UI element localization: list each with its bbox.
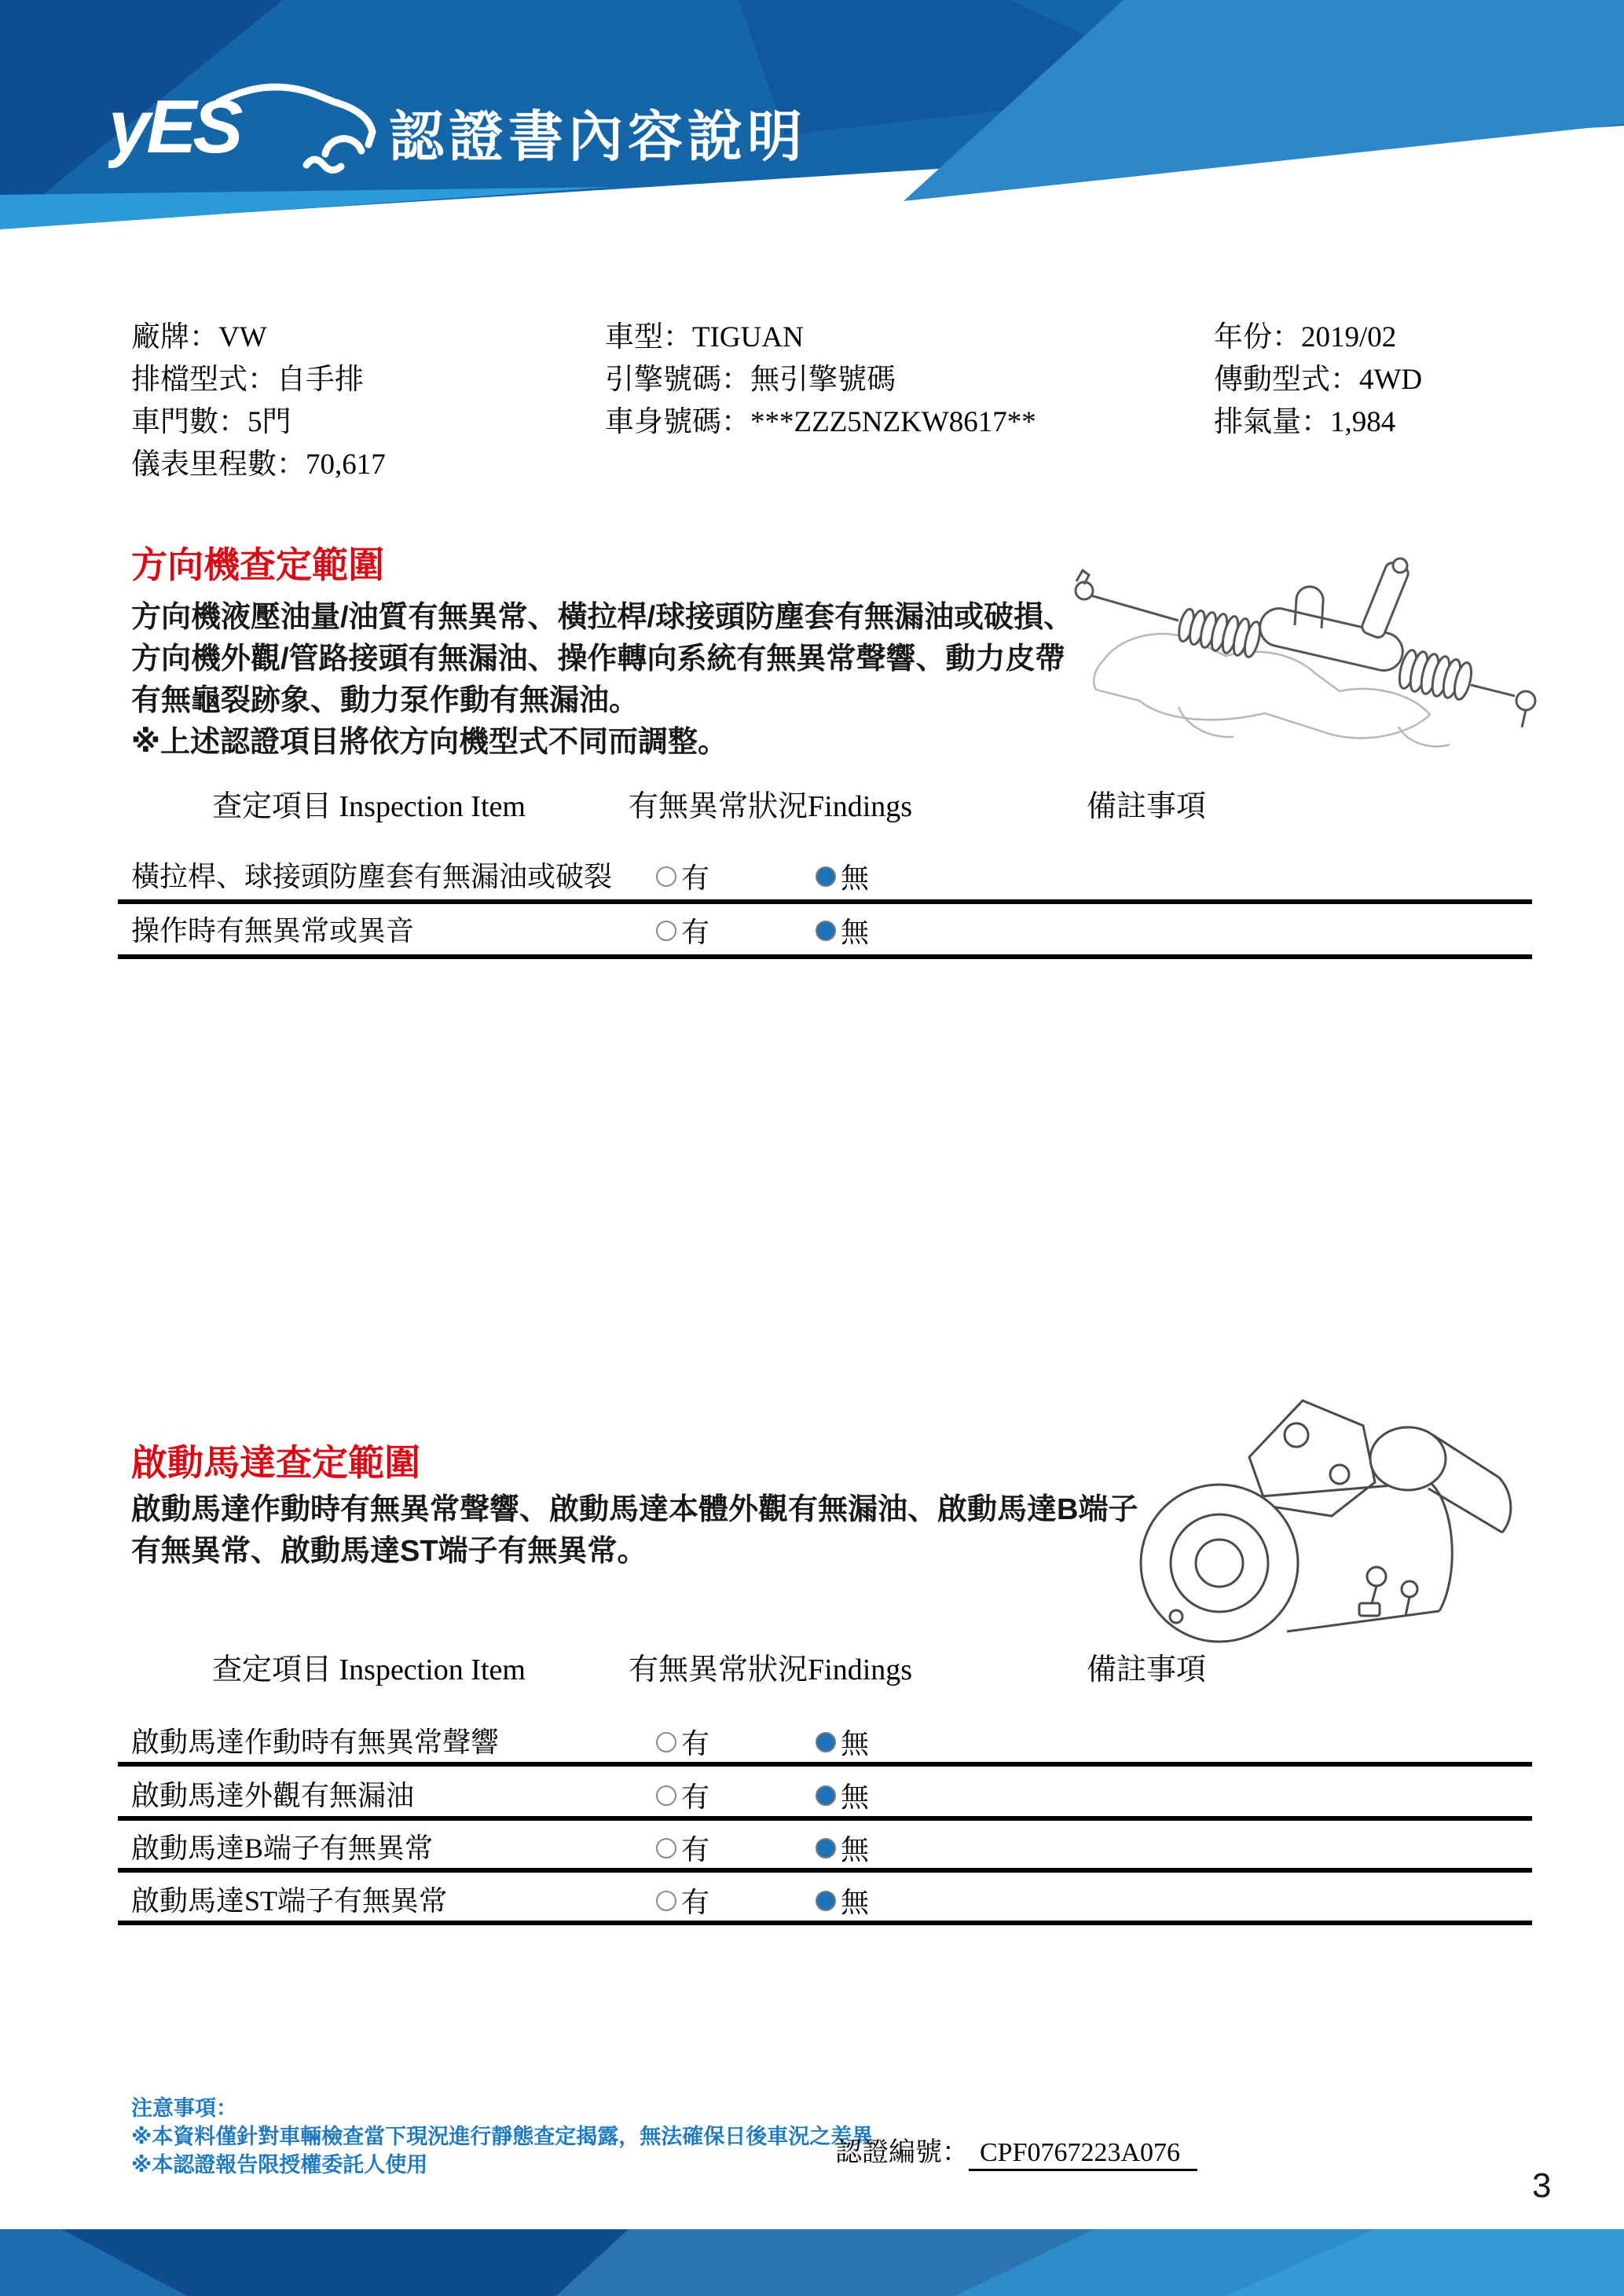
desc-line: 啟動馬達作動時有無異常聲響、啟動馬達本體外觀有無漏油、啟動馬達B端子 bbox=[131, 1493, 1138, 1526]
table-divider bbox=[118, 1762, 1532, 1767]
desc-line: 有無異常、啟動馬達ST端子有無異常。 bbox=[131, 1535, 647, 1568]
info-engine-no: 引擎號碼：無引擎號碼 bbox=[605, 364, 896, 396]
page-title: 認證書內容說明 bbox=[389, 106, 807, 167]
no-label: 無 bbox=[841, 917, 870, 948]
table-row bbox=[0, 1826, 1624, 1866]
finding-no-option[interactable] bbox=[816, 910, 869, 950]
car-outline-icon bbox=[218, 87, 372, 170]
info-doors: 車門數：5門 bbox=[131, 406, 291, 438]
right-bellows bbox=[1396, 649, 1474, 701]
info-brand: 廠牌：VW bbox=[131, 321, 267, 353]
no-label: 無 bbox=[841, 1887, 870, 1918]
finding-no-option[interactable] bbox=[816, 1775, 869, 1815]
yes-label: 有 bbox=[681, 862, 710, 894]
yes-logo bbox=[108, 72, 383, 174]
info-mileage: 儀表里程數：70,617 bbox=[131, 449, 386, 481]
desc-line: 有無龜裂跡象、動力泵作動有無漏油。 bbox=[131, 684, 640, 717]
finding-yes-option[interactable] bbox=[656, 1828, 709, 1868]
radio-unchecked-icon[interactable] bbox=[656, 1785, 676, 1806]
certification-number-label: 認證編號： bbox=[835, 2138, 969, 2167]
certification-number-value: CPF0767223A076 bbox=[969, 2138, 1197, 2171]
col-header-findings: 有無異常狀況Findings bbox=[629, 790, 913, 823]
table-divider bbox=[118, 954, 1532, 959]
footer-band bbox=[0, 2229, 1624, 2296]
radio-checked-icon[interactable] bbox=[816, 1785, 836, 1806]
radio-checked-icon[interactable] bbox=[816, 1891, 836, 1911]
yes-label: 有 bbox=[681, 1782, 710, 1813]
radio-unchecked-icon[interactable] bbox=[656, 1891, 676, 1911]
table-divider bbox=[118, 1816, 1532, 1821]
yes-label: 有 bbox=[681, 917, 710, 948]
table-row bbox=[0, 1774, 1624, 1813]
desc-note: ※上述認證項目將依方向機型式不同而調整。 bbox=[131, 726, 728, 759]
table-row bbox=[0, 1879, 1624, 1918]
info-year: 年份：2019/02 bbox=[1214, 321, 1397, 353]
notice-title: 注意事項： bbox=[131, 2096, 237, 2120]
finding-no-option[interactable] bbox=[816, 1828, 869, 1868]
no-label: 無 bbox=[841, 1782, 870, 1813]
inspection-item-label: 啟動馬達B端子有無異常 bbox=[131, 1833, 434, 1864]
section-title-starter: 啟動馬達查定範圍 bbox=[131, 1442, 420, 1483]
table-divider bbox=[118, 1868, 1532, 1873]
col-header-item: 查定項目 Inspection Item bbox=[212, 790, 526, 823]
finding-no-option[interactable] bbox=[816, 1880, 869, 1921]
finding-yes-option[interactable] bbox=[656, 1880, 709, 1921]
info-model: 車型：TIGUAN bbox=[605, 321, 804, 353]
notice-line: ※本資料僅針對車輛檢查當下現況進行靜態查定揭露，無法確保日後車況之差異 bbox=[131, 2125, 874, 2148]
info-drivetrain: 傳動型式：4WD bbox=[1214, 364, 1423, 396]
finding-yes-option[interactable] bbox=[656, 1722, 709, 1762]
inspection-item-label: 啟動馬達ST端子有無異常 bbox=[131, 1885, 448, 1917]
finding-yes-option[interactable] bbox=[656, 1775, 709, 1815]
no-label: 無 bbox=[841, 1728, 870, 1760]
table-row bbox=[0, 909, 1624, 948]
no-label: 無 bbox=[841, 862, 870, 894]
steering-rack-illustration bbox=[1061, 550, 1579, 762]
certification-number-line bbox=[835, 2130, 1197, 2169]
info-displacement: 排氣量：1,984 bbox=[1214, 406, 1396, 438]
radio-unchecked-icon[interactable] bbox=[656, 1838, 676, 1858]
table-divider bbox=[118, 899, 1532, 904]
col-header-findings: 有無異常狀況Findings bbox=[629, 1653, 913, 1686]
page-number: 3 bbox=[1532, 2166, 1552, 2205]
radio-unchecked-icon[interactable] bbox=[656, 866, 676, 887]
finding-no-option[interactable] bbox=[816, 1722, 869, 1762]
desc-line: 方向機液壓油量/油質有無異常、橫拉桿/球接頭防塵套有無漏油或破損、 bbox=[131, 601, 1074, 634]
yes-logo-text: yES bbox=[108, 85, 240, 169]
radio-checked-icon[interactable] bbox=[816, 1838, 836, 1858]
table-row bbox=[0, 1720, 1624, 1760]
col-header-remarks: 備註事項 bbox=[1087, 1653, 1207, 1686]
inspection-item-label: 橫拉桿、球接頭防塵套有無漏油或破裂 bbox=[131, 861, 613, 892]
col-header-item: 查定項目 Inspection Item bbox=[212, 1653, 526, 1686]
radio-unchecked-icon[interactable] bbox=[656, 1732, 676, 1752]
yes-label: 有 bbox=[681, 1728, 710, 1760]
table-row bbox=[0, 855, 1624, 894]
radio-checked-icon[interactable] bbox=[816, 866, 836, 887]
notice-line: ※本認證報告限授權委託人使用 bbox=[131, 2153, 428, 2177]
section-title-steering: 方向機查定範圍 bbox=[131, 544, 384, 585]
yes-label: 有 bbox=[681, 1834, 710, 1866]
info-transmission: 排檔型式：自手排 bbox=[131, 364, 364, 396]
section-desc-starter bbox=[131, 1489, 1138, 1573]
info-vin: 車身號碼：***ZZZ5NZKW8617** bbox=[605, 406, 1036, 438]
radio-checked-icon[interactable] bbox=[816, 1732, 836, 1752]
table-divider bbox=[118, 1921, 1532, 1925]
yes-label: 有 bbox=[681, 1887, 710, 1918]
starter-motor-illustration bbox=[1100, 1379, 1571, 1646]
no-label: 無 bbox=[841, 1834, 870, 1866]
finding-yes-option[interactable] bbox=[656, 910, 709, 950]
inspection-item-label: 啟動馬達外觀有無漏油 bbox=[131, 1780, 415, 1811]
left-bellows bbox=[1176, 608, 1263, 659]
desc-line: 方向機外觀/管路接頭有無漏油、操作轉向系統有無異常聲響、動力皮帶 bbox=[131, 643, 1065, 676]
inspection-item-label: 操作時有無異常或異音 bbox=[131, 915, 415, 947]
radio-unchecked-icon[interactable] bbox=[656, 921, 676, 941]
col-header-remarks: 備註事項 bbox=[1087, 790, 1207, 823]
section-desc-steering bbox=[131, 597, 1073, 764]
finding-yes-option[interactable] bbox=[656, 856, 709, 896]
finding-no-option[interactable] bbox=[816, 856, 869, 896]
inspection-item-label: 啟動馬達作動時有無異常聲響 bbox=[131, 1727, 500, 1758]
radio-checked-icon[interactable] bbox=[816, 921, 836, 941]
